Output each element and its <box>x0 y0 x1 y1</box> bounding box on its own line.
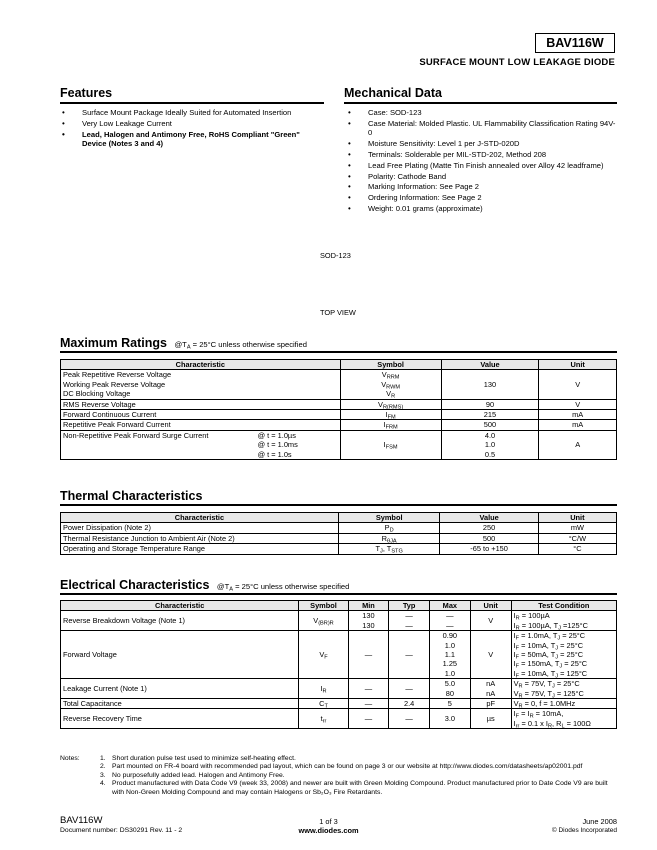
typ-cell: — — <box>389 611 430 631</box>
condition-line: $V_R = 0$, f = 1.0MHz <box>513 699 576 710</box>
column-header: Unit <box>538 513 616 523</box>
value-cell: 250 <box>440 523 538 533</box>
mechanical-item: • Case Material: Molded Plastic. UL Flammability Classification Rating 94V-0 <box>346 119 618 138</box>
value-cell: 500 <box>440 533 538 543</box>
column-header: Symbol <box>340 360 441 370</box>
column-header: Characteristic <box>61 601 299 611</box>
footer-website[interactable]: www.diodes.com <box>298 826 359 835</box>
electrical-rule <box>60 593 617 595</box>
unit-cell: A <box>539 430 617 459</box>
symbol-cell <box>299 631 348 679</box>
symbol-cell <box>340 410 441 420</box>
notes-block <box>60 755 620 797</box>
symbol: $I_R$ <box>320 683 327 695</box>
characteristic-cell: Reverse Recovery Time <box>61 709 299 729</box>
electrical-condition: $@T_A = 25^\circ C$ unless otherwise specified <box>216 582 350 593</box>
features-list <box>60 108 326 150</box>
unit-cell: mW <box>538 523 616 533</box>
characteristic-cell: Reverse Breakdown Voltage (Note 1) <box>61 611 299 631</box>
value-cell: -65 to +150 <box>440 544 538 554</box>
footer-page: 1 of 3 <box>319 817 338 826</box>
symbol: $V_{(BR)R}$ <box>313 616 334 627</box>
mechanical-rule <box>344 102 617 104</box>
symbol: $P_D$ <box>384 523 394 534</box>
thermal-rule <box>60 504 617 506</box>
condition-list: @ t = 1.0µs @ t = 1.0ms @ t = 1.0s <box>257 430 298 459</box>
electrical-table <box>60 600 617 729</box>
electrical-title: Electrical Characteristics $@T_A = 25^\circ C$ unless otherwise specified <box>60 578 350 593</box>
typ-cell: — <box>389 679 430 699</box>
column-header: Unit <box>539 360 617 370</box>
max-cell: 0.90 1.0 1.1 1.25 1.0 <box>429 631 470 679</box>
thermal-title: Thermal Characteristics <box>60 489 203 503</box>
test-condition-cell <box>511 709 616 729</box>
column-header: Characteristic <box>61 360 341 370</box>
value-cell: 4.0 1.0 0.5 <box>441 430 539 459</box>
feature-item: • Surface Mount Package Ideally Suited for Automated Insertion <box>60 108 326 118</box>
typ-cell: — <box>389 709 430 729</box>
condition-line: $I_{rr} = 0.1$ x $I_R$, $R_L = 100\Omega$ <box>513 718 591 730</box>
table-row <box>61 370 617 399</box>
max-cell: 5 <box>429 699 470 709</box>
characteristic-cell: Power Dissipation (Note 2) <box>61 523 339 533</box>
table-row <box>61 420 617 430</box>
max-ratings-rule <box>60 351 617 353</box>
unit-cell: °C <box>538 544 616 554</box>
test-condition-cell <box>511 679 616 699</box>
min-cell: — <box>348 679 389 699</box>
max-ratings-title: Maximum Ratings $@T_A = 25^\circ C$ unless otherwise specified <box>60 336 307 351</box>
characteristic-cell: Repetitive Peak Forward Current <box>61 420 341 430</box>
mechanical-item: • Weight: 0.01 grams (approximate) <box>346 204 618 214</box>
symbol-cell <box>340 420 441 430</box>
note-number: 1. <box>100 755 106 762</box>
symbol-cell <box>299 679 348 699</box>
condition-line: $I_R = 100\mu A$, $T_J =125^\circ C$ <box>513 620 588 632</box>
note-number: 4. <box>100 780 106 788</box>
mechanical-item: • Case: SOD-123 <box>346 108 618 118</box>
table-row <box>61 533 617 543</box>
notes-label: Notes: <box>60 755 80 762</box>
condition-line: $V_R = 75V$, $T_J = 25^\circ C$ <box>513 679 580 690</box>
footer-copyright: © Diodes Incorporated <box>551 827 617 834</box>
mechanical-item: • Marking Information: See Page 2 <box>346 182 618 192</box>
unit-cell: V <box>539 399 617 409</box>
min-cell: — <box>348 631 389 679</box>
unit-cell: mA <box>539 410 617 420</box>
characteristic-cell: Operating and Storage Temperature Range <box>61 544 339 554</box>
symbol: $C_T$ <box>319 699 328 710</box>
symbol-cell <box>299 699 348 709</box>
symbol-cell <box>338 544 440 554</box>
characteristic-cell <box>61 430 341 459</box>
note-item: 3. No purposefully added lead. Halogen and Antimony Free. <box>100 771 285 779</box>
column-header: Value <box>440 513 538 523</box>
characteristic-cell: Forward Continuous Current <box>61 410 341 420</box>
condition-line: $I_F = 10mA$, $T_J = 25^\circ C$ <box>513 640 584 652</box>
table-row <box>61 544 617 554</box>
column-header: Min <box>348 601 389 611</box>
characteristic-text: Non-Repetitive Peak Forward Surge Current <box>63 430 209 440</box>
thermal-table <box>60 512 617 555</box>
column-header: Unit <box>470 601 511 611</box>
symbol-cell <box>299 709 348 729</box>
characteristic-cell: Thermal Resistance Junction to Ambient Air (Note 2) <box>61 533 339 543</box>
max-cell: 3.0 <box>429 709 470 729</box>
symbol-cell <box>340 430 441 459</box>
footer-date: June 2008 <box>582 817 617 826</box>
value-cell: 130 <box>441 370 539 399</box>
feature-item: • Lead, Halogen and Antimony Free, RoHS Compliant "Green" Device (Notes 3 and 4) <box>60 130 326 149</box>
table-row <box>61 631 617 679</box>
features-rule <box>60 102 324 104</box>
table-row <box>61 709 617 729</box>
symbol: $V_{RWM}$ <box>381 379 401 391</box>
symbol: $T_J$, $T_{STG}$ <box>375 544 403 555</box>
note-number: 3. <box>100 771 106 779</box>
test-condition-cell <box>511 699 616 709</box>
table-row <box>61 430 617 459</box>
note-item: 1. Short duration pulse test used to minimize self-heating effect. <box>100 755 296 762</box>
note-item: 2. Part mounted on FR-4 board with recommended pad layout, which can be found on page 3 or our website at http://www.diodes.com/datasheets/ap02001.pdf <box>100 763 583 771</box>
column-header: Symbol <box>299 601 348 611</box>
feature-item: • Very Low Leakage Current <box>60 119 326 129</box>
unit-cell: °C/W <box>538 533 616 543</box>
value-cell: 500 <box>441 420 539 430</box>
table-row <box>61 410 617 420</box>
test-condition-cell <box>511 631 616 679</box>
table-row <box>61 699 617 709</box>
footer-docnum: Document number: DS30291 Rev. 11 - 2 <box>60 827 183 834</box>
symbol: $V_{R(RMS)}$ <box>378 399 404 411</box>
symbol: $I_{FSM}$ <box>383 440 398 451</box>
typ-cell: — <box>389 631 430 679</box>
part-number-box: BAV116W <box>535 33 615 53</box>
condition-line: $I_F = 1.0mA$, $T_J = 25^\circ C$ <box>513 631 586 642</box>
symbol-cell <box>299 611 348 631</box>
symbol-cell <box>340 399 441 409</box>
characteristic-cell: Forward Voltage <box>61 631 299 679</box>
column-header: Characteristic <box>61 513 339 523</box>
symbol-cell <box>340 370 441 399</box>
min-cell: — <box>348 709 389 729</box>
package-label: SOD-123 <box>320 251 351 260</box>
condition-line: $V_R = 75V$, $T_J = 125^\circ C$ <box>513 688 584 700</box>
column-header: Max <box>429 601 470 611</box>
min-cell: — <box>348 699 389 709</box>
typ-cell: 2.4 <box>389 699 430 709</box>
unit-cell: V <box>470 611 511 631</box>
footer-part: BAV116W <box>60 815 103 826</box>
document-subtitle: SURFACE MOUNT LOW LEAKAGE DIODE <box>419 57 615 68</box>
mechanical-item: • Polarity: Cathode Band <box>346 172 618 182</box>
unit-cell: nA nA <box>470 679 511 699</box>
mechanical-item: • Moisture Sensitivity: Level 1 per J-STD-020D <box>346 139 618 149</box>
min-cell: 130 130 <box>348 611 389 631</box>
unit-cell: mA <box>539 420 617 430</box>
column-header: Test Condition <box>511 601 616 611</box>
note-number: 2. <box>100 763 106 771</box>
characteristic-cell: Peak Repetitive Reverse Voltage Working Peak Reverse Voltage DC Blocking Voltage <box>61 370 341 399</box>
table-row <box>61 523 617 533</box>
condition-line: $I_F = I_R = 10mA$, <box>513 709 564 720</box>
unit-cell: pF <box>470 699 511 709</box>
column-header: Value <box>441 360 539 370</box>
symbol: $R_{\theta JA}$ <box>381 533 397 545</box>
symbol: $t_{rr}$ <box>320 714 327 725</box>
table-row <box>61 611 617 631</box>
unit-cell: V <box>539 370 617 399</box>
max-cell: 5.0 80 <box>429 679 470 699</box>
symbol: $V_R$ <box>386 389 396 400</box>
column-header: Typ <box>389 601 430 611</box>
mechanical-item: • Terminals: Solderable per MIL-STD-202, Method 208 <box>346 150 618 160</box>
condition-line: $I_F = 150mA$, $T_J = 25^\circ C$ <box>513 659 588 670</box>
table-row <box>61 679 617 699</box>
condition-line: $I_R = 100\mu A$ <box>513 611 550 622</box>
table-row <box>61 399 617 409</box>
value-cell: 90 <box>441 399 539 409</box>
value-cell: 215 <box>441 410 539 420</box>
max-ratings-condition: $@T_A = 25^\circ C$ unless otherwise specified <box>174 340 307 351</box>
mechanical-title: Mechanical Data <box>344 86 442 100</box>
symbol: $I_{FM}$ <box>385 410 396 421</box>
mechanical-item: • Lead Free Plating (Matte Tin Finish annealed over Alloy 42 leadframe) <box>346 161 618 171</box>
unit-cell: V <box>470 631 511 679</box>
symbol: $I_{FRM}$ <box>383 420 398 431</box>
condition-line: $I_F = 10mA$, $T_J = 125^\circ C$ <box>513 668 588 680</box>
test-condition-cell <box>511 611 616 631</box>
max-cell: — — <box>429 611 470 631</box>
symbol-cell <box>338 533 440 543</box>
mechanical-item: • Ordering Information: See Page 2 <box>346 193 618 203</box>
characteristic-cell: Total Capacitance <box>61 699 299 709</box>
unit-cell: µs <box>470 709 511 729</box>
note-item: 4. Product manufactured with Data Code V9 (week 33, 2008) and newer are built with Green Molding Compound. Product manufactured prior to Date Code V9 are built with Non-Green Molding Compound and may contain Halogens or Sb₂O₃ Fire Retardants. <box>100 780 608 796</box>
symbol: $V_{RRM}$ <box>381 370 400 381</box>
symbol-cell <box>338 523 440 533</box>
condition-line: $I_F = 50mA$, $T_J = 25^\circ C$ <box>513 650 584 661</box>
characteristic-cell: RMS Reverse Voltage <box>61 399 341 409</box>
mechanical-list <box>346 108 618 215</box>
features-title: Features <box>60 86 113 100</box>
characteristic-cell: Leakage Current (Note 1) <box>61 679 299 699</box>
package-view-label: TOP VIEW <box>320 308 356 317</box>
symbol: $V_F$ <box>319 650 328 661</box>
max-ratings-table <box>60 359 617 460</box>
column-header: Symbol <box>338 513 440 523</box>
